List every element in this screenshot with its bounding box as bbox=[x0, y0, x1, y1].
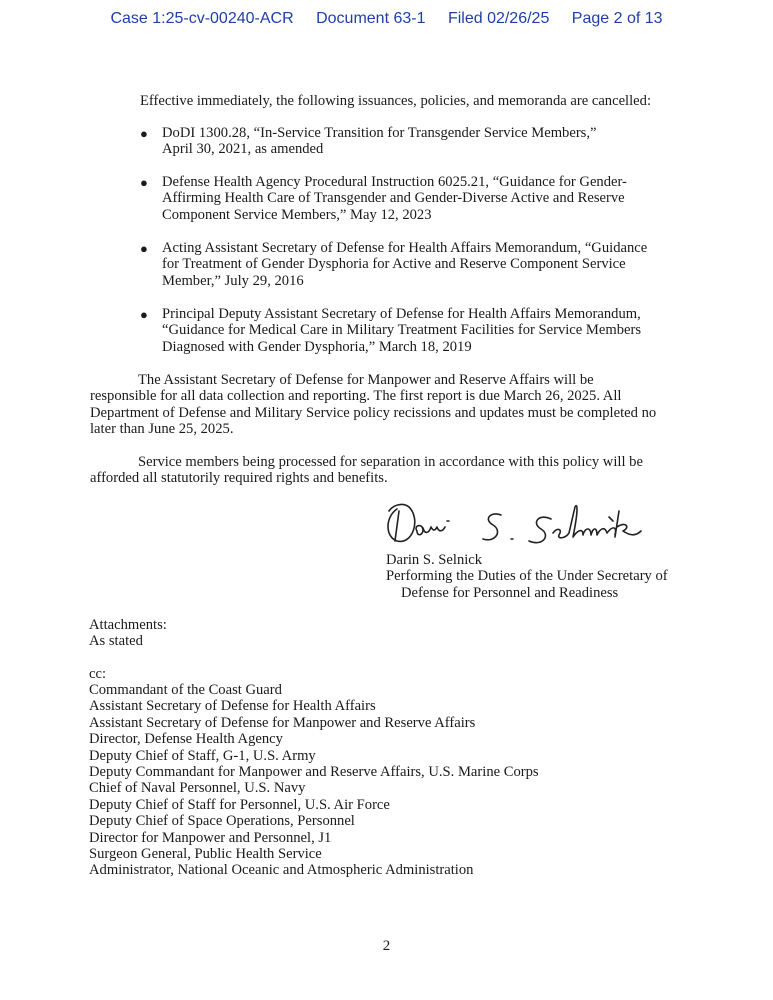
paragraph-data-collection bbox=[90, 372, 656, 438]
bullet-item-4 bbox=[162, 306, 641, 355]
cc-recipient: Director, Defense Health Agency bbox=[89, 731, 283, 748]
bullet-line: Principal Deputy Assistant Secretary of Defense for Health Affairs Memorandum, bbox=[162, 306, 641, 322]
cc-recipient: Surgeon General, Public Health Service bbox=[89, 846, 322, 862]
bullet-item-3 bbox=[162, 240, 647, 289]
attachments-value: As stated bbox=[89, 633, 143, 650]
page-number: 2 bbox=[382, 938, 391, 954]
signer-name: Darin S. Selnick bbox=[386, 552, 483, 568]
paragraph-line: afforded all statutorily required rights and benefits. bbox=[90, 470, 388, 487]
cc-recipient: Director for Manpower and Personnel, J1 bbox=[89, 829, 332, 846]
bullet-icon: ● bbox=[140, 307, 148, 322]
bullet-line: April 30, 2021, as amended bbox=[162, 141, 324, 158]
attachments-label: Attachments: bbox=[89, 617, 167, 633]
filed-date: Filed 02/26/25 bbox=[447, 10, 550, 27]
case-number: Case 1:25-cv-00240-ACR bbox=[110, 10, 294, 27]
cc-recipient: Deputy Chief of Space Operations, Personnel bbox=[89, 813, 355, 830]
handwritten-signature bbox=[383, 497, 653, 549]
bullet-icon: ● bbox=[140, 175, 148, 190]
paragraph-line: Department of Defense and Military Service policy recissions and updates must be completed no bbox=[90, 404, 657, 421]
paragraph-line: The Assistant Secretary of Defense for Manpower and Reserve Affairs will be bbox=[138, 372, 594, 388]
cc-recipient: Deputy Commandant for Manpower and Reserve Affairs, U.S. Marine Corps bbox=[89, 764, 539, 780]
bullet-line: Component Service Members,” May 12, 2023 bbox=[162, 206, 432, 223]
cc-recipient: Chief of Naval Personnel, U.S. Navy bbox=[89, 780, 306, 797]
bullet-line: Acting Assistant Secretary of Defense for Health Affairs Memorandum, “Guidance bbox=[162, 240, 648, 256]
case-header bbox=[0, 10, 773, 28]
intro-text: Effective immediately, the following issuances, policies, and memoranda are cancelled: bbox=[140, 93, 651, 109]
cc-recipient: Deputy Chief of Staff for Personnel, U.S. Air Force bbox=[89, 796, 390, 813]
page-indicator: Page 2 of 13 bbox=[571, 10, 663, 27]
paragraph-rights bbox=[90, 454, 643, 487]
bullet-icon: ● bbox=[140, 126, 148, 141]
cc-label: cc: bbox=[89, 666, 107, 682]
signer-title: Performing the Duties of the Under Secretary of bbox=[386, 568, 668, 585]
cc-recipient: Commandant of the Coast Guard bbox=[89, 682, 282, 698]
signer-title-continued: Defense for Personnel and Readiness bbox=[401, 584, 619, 601]
bullet-line: DoDI 1300.28, “In-Service Transition for Transgender Service Members,” bbox=[162, 125, 597, 141]
bullet-item-1 bbox=[162, 125, 597, 158]
paragraph-line: Service members being processed for separation in accordance with this policy will be bbox=[138, 454, 643, 470]
bullet-icon: ● bbox=[140, 241, 148, 256]
paragraph-line: later than June 25, 2025. bbox=[90, 421, 234, 438]
bullet-line: Member,” July 29, 2016 bbox=[162, 272, 304, 289]
document-number: Document 63-1 bbox=[316, 10, 426, 27]
bullet-item-2 bbox=[162, 174, 627, 223]
bullet-line: Defense Health Agency Procedural Instruction 6025.21, “Guidance for Gender- bbox=[162, 174, 627, 190]
bullet-line: “Guidance for Medical Care in Military Treatment Facilities for Service Members bbox=[162, 322, 642, 339]
paragraph-line: responsible for all data collection and reporting. The first report is due March 26, 2025. All bbox=[90, 388, 622, 405]
cc-recipient: Deputy Chief of Staff, G-1, U.S. Army bbox=[89, 747, 316, 764]
bullet-line: for Treatment of Gender Dysphoria for Active and Reserve Component Service bbox=[162, 256, 626, 273]
attachments-block bbox=[89, 617, 167, 650]
bullet-line: Affirming Health Care of Transgender and Gender-Diverse Active and Reserve bbox=[162, 190, 625, 207]
signature-block bbox=[386, 552, 668, 601]
cc-recipient: Assistant Secretary of Defense for Health Affairs bbox=[89, 698, 376, 715]
bullet-line: Diagnosed with Gender Dysphoria,” March 18, 2019 bbox=[162, 338, 472, 355]
cc-recipient: Administrator, National Oceanic and Atmospheric Administration bbox=[89, 862, 474, 879]
cc-recipient: Assistant Secretary of Defense for Manpower and Reserve Affairs bbox=[89, 714, 476, 731]
